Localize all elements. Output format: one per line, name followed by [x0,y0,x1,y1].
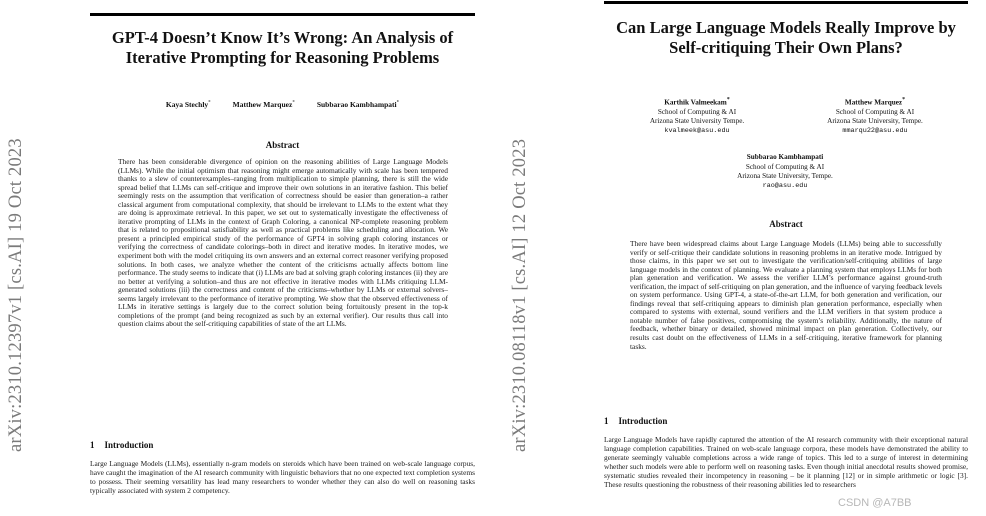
left-abstract-text: There has been considerable divergence of opinion on the reasoning abilities of Large Language Models (LLMs). While the initial optimism that reasoning might emerge automatically with scale has been tempered thanks to a slew of counterexamples–ranging from multiplication to simple planning, there is still the wide spread belief that LLMs can self-critique and improve their own solutions in an iterative fashion. This belief seemingly rests on the assumption that verification of correctness should be easier than generation–a rather classical argument from computational complexity, that should be irrelevant to LLMs to the extent what they are doing is approximate retrieval. In this paper, we set out to systematically investigate the effectiveness of iterative prompting of LLMs in the context of Graph Coloring, a canonical NP-complete reasoning problem that is related to propositional satisfiability as well as practical problems like scheduling and allocation. We present a principled empirical study of the performance of GPT4 in solving graph coloring instances or verifying the correctness of candidate colorings–both in direct and iterative modes. In iterative modes, we experiment both with the model critiquing its own answers and an external correct reasoner verifying proposed solutions. In both cases, we analyze whether the content of the criticisms actually affects bottom line performance. The study seems to indicate that (i) LLMs are bad at solving graph coloring instances (ii) they are no better at verifying a solution–and thus are not effective in iterative modes with LLMs critiquing LLM-generated solutions (iii) the correctness and content of the criticisms–whether by LLMs or external solvers–seems largely irrelevant to the performance of iterative prompting. We show that the observed effectiveness of LLMs in iterative settings is largely due to the correct solution being fortuitously present in the top-k completions of the prompt (and being recognized as such by an external verifier). Our results thus call into question claims about the self-critiquing capabilities of state of the art LLMs. [118,158,448,329]
left-paper-page [0,0,486,516]
right-abstract-heading: Abstract [769,219,803,229]
right-author-affiliation: Karthik Valmeekam* School of Computing & AI Arizona State University Tempe. kvalmeek@asu.edu [612,96,782,136]
left-author-list [90,100,475,109]
right-paper-title: Can Large Language Models Really Improve by Self-critiquing Their Own Plans? [616,18,956,57]
right-intro-text: Large Language Models have rapidly captured the attention of the AI research community with their exceptional natural language completion capabilities. Trained on web-scale language corpora, these models have demonstrated the ability to generate seemingly valuable completions across a wide range of topics. This led to a surge of interest in determining whether such models were able to perform well on reasoning tasks. Even though initial anecdotal results showed promise, systematic studies revealed their incompetency in reasoning – be it planning [12] or in simple arithmetic or logic [3]. These results questioning the robustness of their reasoning abilities led to researchers [604,436,968,489]
right-author-affiliation: Subbarao Kambhampati School of Computing & AI Arizona State University, Tempe. rao@asu.edu [690,153,880,191]
page-gutter [486,0,504,516]
csdn-watermark: CSDN @A7BB [838,497,912,509]
left-arxiv-identifier: arXiv:2310.12397v1 [cs.AI] 19 Oct 2023 [6,138,26,452]
right-abstract-text: There have been widespread claims about Large Language Models (LLMs) being able to successfully verify or self-critique their candidate solutions in reasoning problems in an iterative mode. Intrigued by those claims, in this paper we set out to investigate the verification/self-critiquing abilities of large language models in the context of planning. We evaluate a planning system that employs LLMs for both plan generation and verification. We assess the verifier LLM’s performance against ground-truth verification, the impact of self-critiquing on plan generation, and the influence of varying feedback levels on system performance. Using GPT-4, a state-of-the-art LLM, for both generation and verification, our findings reveal that self-critiquing appears to diminish plan generation performance, especially when compared to systems with external, sound verifiers and the LLM verifiers in that system produce a notable number of false positives, compromising the system’s reliability. Additionally, the nature of feedback, whether binary or detailed, showed minimal impact on plan generation. Collectively, our results cast doubt on the effectiveness of LLMs in a self-critiquing, iterative framework for planning tasks. [630,240,942,351]
author-email: rao@asu.edu [762,181,808,190]
left-author: Matthew Marquez* [232,100,295,109]
left-section-heading: 1 Introduction [90,440,154,450]
right-author-affiliation: Matthew Marquez* School of Computing & AI Arizona State University, Tempe. mmarqu22@asu.edu [790,96,960,136]
left-author: Kaya Stechly* [165,100,211,109]
right-section-heading: 1 Introduction [604,416,668,426]
author-email: mmarqu22@asu.edu [842,126,908,135]
left-title-rule [90,13,475,16]
right-arxiv-identifier: arXiv:2310.08118v1 [cs.AI] 12 Oct 2023 [510,138,530,452]
right-title-rule [604,1,968,4]
left-intro-text: Large Language Models (LLMs), essentially n-gram models on steroids which have been trained on web-scale language corpus, have caught the imagination of the AI research community with linguistic behaviors that no one expected text completion systems to possess. Their seeming versatility has lead many researchers to wonder whether they can also do well on reasoning tasks typically associated with system 2 competency. [90,460,475,495]
left-author: Subbarao Kambhampati* [316,100,400,109]
left-abstract-heading: Abstract [265,140,300,150]
author-email: kvalmeek@asu.edu [664,126,730,135]
left-paper-title: GPT-4 Doesn’t Know It’s Wrong: An Analysis of Iterative Prompting for Reasoning Problems [111,28,454,67]
